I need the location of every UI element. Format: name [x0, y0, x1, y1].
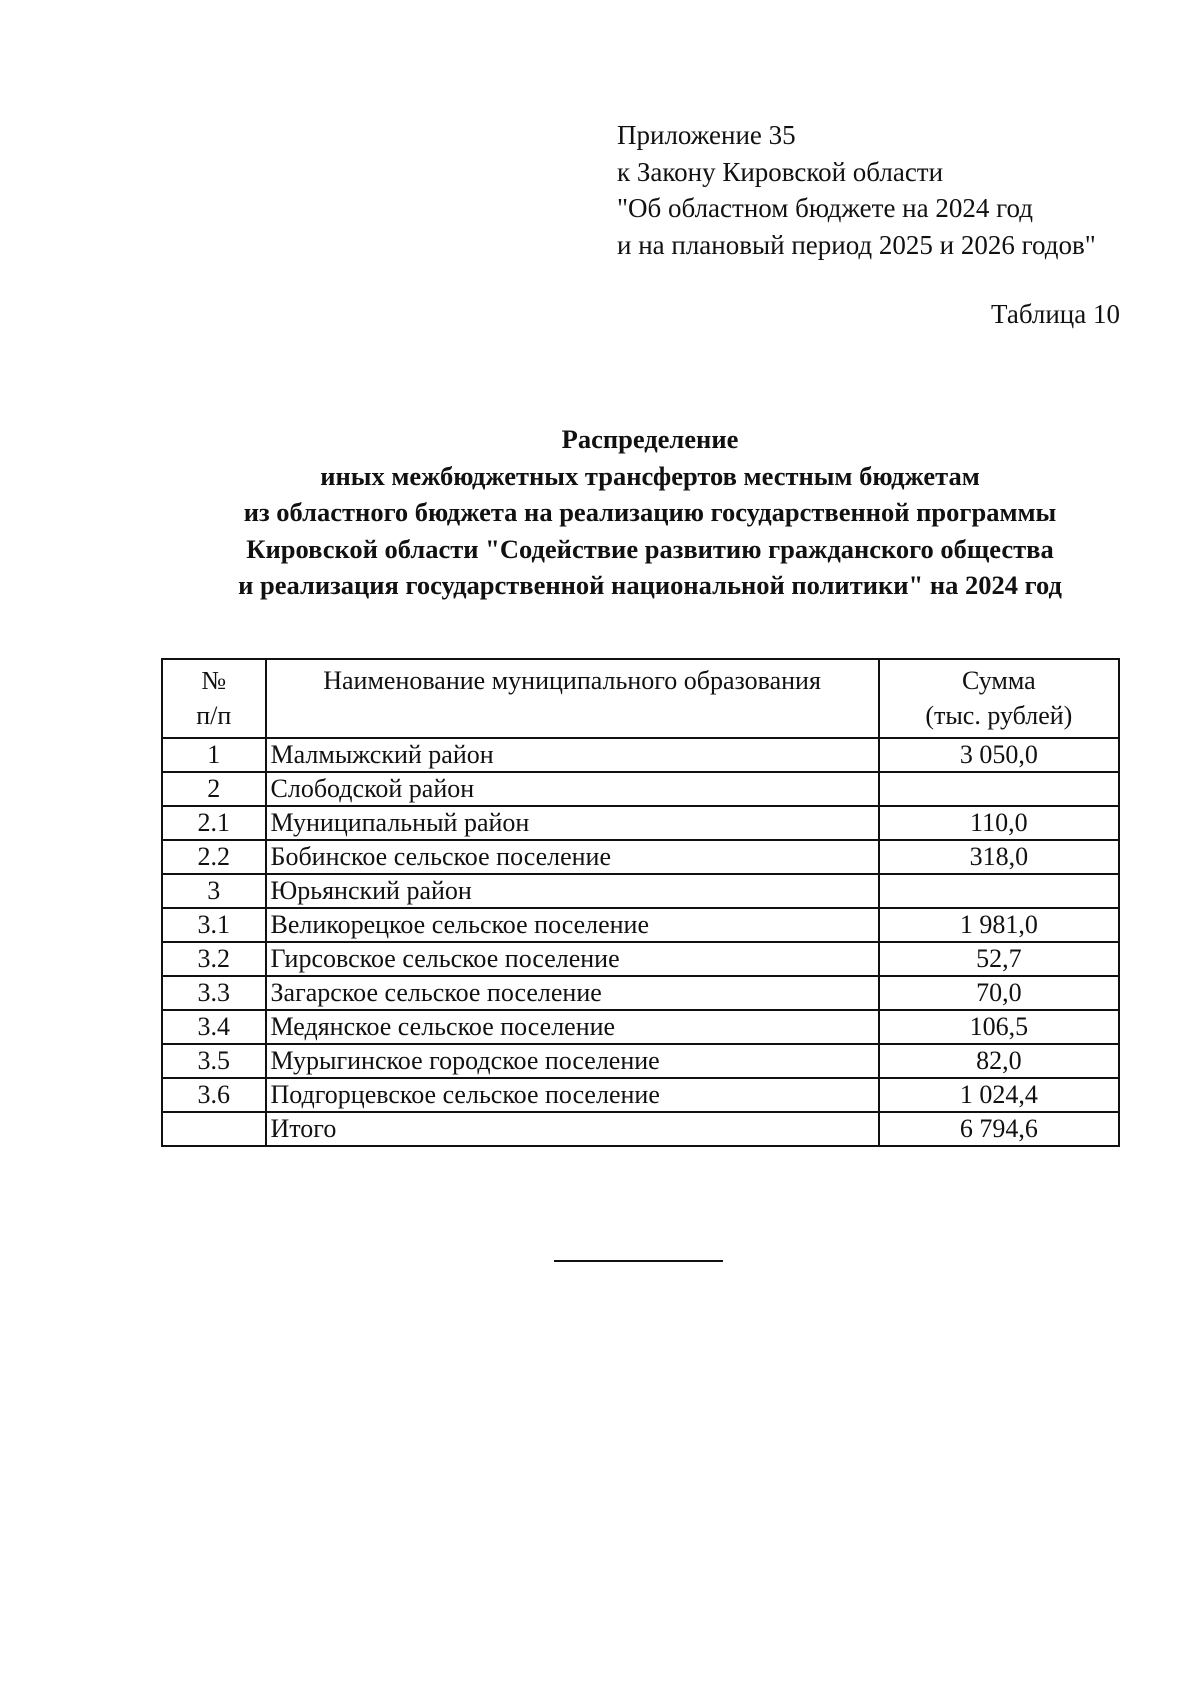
total-sum: 6 794,6 — [879, 1112, 1119, 1146]
title-line: Распределение — [561, 424, 739, 454]
table-row — [162, 772, 1119, 806]
row-name: Мурыгинское городское поселение — [266, 1044, 879, 1078]
end-divider — [554, 1260, 723, 1262]
row-number: 3.5 — [162, 1044, 266, 1078]
appendix-line: "Об областном бюджете на 2024 год — [617, 193, 1033, 223]
row-name: Слободской район — [266, 772, 879, 806]
title-line: и реализация государственной национальной политики" на 2024 год — [238, 570, 1062, 600]
table-row — [162, 1078, 1119, 1112]
row-sum: 52,7 — [879, 942, 1119, 976]
row-sum: 318,0 — [879, 840, 1119, 874]
total-number — [162, 1112, 266, 1146]
row-sum: 3 050,0 — [879, 738, 1119, 772]
row-name: Гирсовское сельское поселение — [266, 942, 879, 976]
header-number — [162, 659, 266, 738]
header-sum-line1: Сумма — [962, 666, 1036, 695]
row-number: 3.4 — [162, 1010, 266, 1044]
header-name: Наименование муниципального образования — [266, 659, 879, 738]
row-sum: 110,0 — [879, 806, 1119, 840]
appendix-line: к Закону Кировской области — [617, 156, 944, 187]
table-row — [162, 840, 1119, 874]
row-name: Юрьянский район — [266, 874, 879, 908]
row-sum: 106,5 — [879, 1010, 1119, 1044]
row-name: Муниципальный район — [266, 806, 879, 840]
row-number: 3.6 — [162, 1078, 266, 1112]
row-number: 2.2 — [162, 840, 266, 874]
row-number: 2.1 — [162, 806, 266, 840]
header-sum-line2: (тыс. рублей) — [925, 701, 1073, 730]
distribution-table — [161, 658, 1120, 1147]
table-row — [162, 806, 1119, 840]
total-label: Итого — [266, 1112, 879, 1146]
row-sum: 82,0 — [879, 1044, 1119, 1078]
row-name: Загарское сельское поселение — [266, 976, 879, 1010]
row-number: 2 — [162, 772, 266, 806]
row-number: 3 — [162, 874, 266, 908]
title-line: из областного бюджета на реализацию государственной программы — [243, 497, 1057, 527]
header-number-line1: № — [201, 666, 227, 695]
row-sum: 1 024,4 — [879, 1078, 1119, 1112]
appendix-line: Приложение 35 — [617, 120, 796, 150]
row-number: 3.3 — [162, 976, 266, 1010]
row-sum — [879, 772, 1119, 806]
appendix-line: и на плановый период 2025 и 2026 годов" — [617, 229, 1096, 260]
table-row — [162, 738, 1119, 772]
header-sum — [879, 659, 1119, 738]
table-row — [162, 874, 1119, 908]
row-name: Великорецкое сельское поселение — [266, 908, 879, 942]
table-header-row — [162, 659, 1119, 738]
header-number-line2: п/п — [196, 701, 232, 730]
document-title — [150, 421, 1150, 604]
title-line: Кировской области "Содействие развитию гражданского общества — [246, 533, 1054, 564]
table-row — [162, 1044, 1119, 1078]
table-row — [162, 908, 1119, 942]
title-line: иных межбюджетных трансфертов местным бюджетам — [320, 460, 980, 491]
appendix-block — [617, 117, 1096, 263]
table-label: Таблица 10 — [991, 299, 1120, 329]
row-number: 3.2 — [162, 942, 266, 976]
row-sum — [879, 874, 1119, 908]
table-total-row — [162, 1112, 1119, 1146]
table-row — [162, 942, 1119, 976]
row-name: Медянское сельское поселение — [266, 1010, 879, 1044]
row-sum: 1 981,0 — [879, 908, 1119, 942]
row-number: 1 — [162, 738, 266, 772]
row-number: 3.1 — [162, 908, 266, 942]
table-row — [162, 1010, 1119, 1044]
row-name: Малмыжский район — [266, 738, 879, 772]
table-row — [162, 976, 1119, 1010]
row-name: Подгорцевское сельское поселение — [266, 1078, 879, 1112]
row-sum: 70,0 — [879, 976, 1119, 1010]
row-name: Бобинское сельское поселение — [266, 840, 879, 874]
